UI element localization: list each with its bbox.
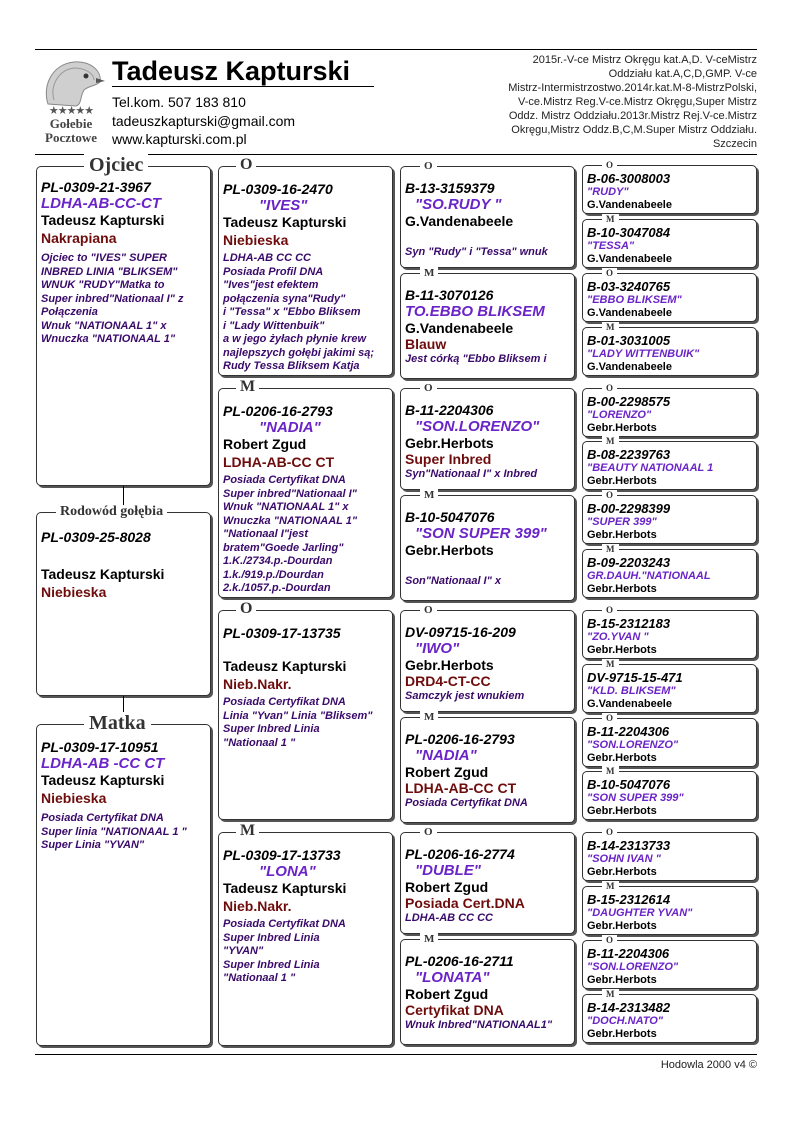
- gen4-breeder: G.Vandenabeele: [587, 199, 672, 211]
- gen3-note-line: Jest córką "Ebbo Bliksem i: [405, 353, 547, 365]
- gen3-sex-label: M: [420, 488, 438, 502]
- gen3-name: "NADIA": [415, 747, 477, 764]
- gen4-name: "DAUGHTER YVAN": [587, 907, 693, 919]
- gen4-card: [582, 940, 757, 989]
- gen2-name: "LONA": [259, 863, 316, 880]
- gen4-ring: B-06-3008003: [587, 171, 671, 186]
- gen3-notes: [405, 1019, 570, 1033]
- gen3-breeder: Robert Zgud: [405, 879, 489, 895]
- father-ring: PL-0309-21-3967: [41, 179, 151, 195]
- gen4-card: [582, 832, 757, 881]
- gen2-note-line: i "Tessa" x "Ebbo Bliksem: [223, 306, 361, 318]
- gen4-card: [582, 718, 757, 767]
- gen3-sex-label: O: [420, 603, 437, 617]
- gen3-notes: [405, 246, 570, 260]
- gen4-ring: B-15-2312183: [587, 616, 671, 631]
- father-name: LDHA-AB-CC-CT: [41, 195, 161, 212]
- gen2-note-line: 2.k./1057.p.-Dourdan: [223, 582, 331, 594]
- gen4-card: [582, 441, 757, 490]
- logo-text-line2: Pocztowe: [45, 130, 97, 145]
- gen4-breeder: Gebr.Herbots: [587, 974, 657, 986]
- achievement-line: Mistrz-Intermistrzostwo.2014r.kat.M-8-MistrzPolski,: [508, 82, 757, 94]
- gen2-note-line: Linia "Yvan" Linia "Bliksem": [223, 709, 373, 722]
- gen3-notes: [405, 353, 570, 367]
- gen3-card: [400, 388, 575, 490]
- gen2-note-line: 1.K./2734.p.-Dourdan: [223, 555, 333, 567]
- gen4-card: [582, 771, 757, 820]
- gen4-breeder: G.Vandenabeele: [587, 361, 672, 373]
- gen4-ring: B-10-5047076: [587, 777, 671, 792]
- gen4-breeder: Gebr.Herbots: [587, 529, 657, 541]
- gen2-note-line: a w jego żyłach płynie krew: [223, 333, 367, 345]
- gen4-name: "SON.LORENZO": [587, 739, 679, 751]
- gen4-card: [582, 327, 757, 376]
- gen4-sex-label: O: [602, 160, 617, 170]
- gen3-breeder: Gebr.Herbots: [405, 435, 494, 451]
- pigeon-card: [36, 512, 211, 696]
- gen2-card: [218, 832, 393, 1046]
- gen4-sex-label: O: [602, 490, 617, 500]
- mother-ring: PL-0309-17-10951: [41, 739, 159, 755]
- gen3-card: [400, 273, 575, 379]
- logo-text: [36, 117, 106, 145]
- gen2-notes: [223, 252, 388, 374]
- gen4-breeder: Gebr.Herbots: [587, 920, 657, 932]
- gen3-ring: PL-0206-16-2793: [405, 731, 515, 747]
- gen2-notes: [223, 918, 388, 986]
- achievement-line: Okręgu,Mistrz Oddz.B,C,M.Super Mistrz Oddziału.: [511, 124, 757, 136]
- gen3-card: [400, 832, 575, 934]
- gen4-sex-label: O: [602, 713, 617, 723]
- gen3-color: [405, 229, 570, 245]
- achievement-line: Oddz. Mistrz Oddziału.2013r.Mistrz Rej.V-ce.Mistrz: [508, 110, 757, 122]
- gen4-sex-label: M: [602, 322, 619, 332]
- gen3-sex-label: M: [420, 710, 438, 724]
- gen4-name: "BEAUTY NATIONAAL 1: [587, 462, 714, 474]
- gen4-sex-label: O: [602, 383, 617, 393]
- gen4-ring: B-15-2312614: [587, 892, 671, 907]
- gen4-ring: B-10-3047084: [587, 225, 671, 240]
- gen3-color: Certyfikat DNA: [405, 1002, 504, 1018]
- gen4-sex-label: M: [602, 766, 619, 776]
- gen2-sex-label: M: [236, 380, 259, 394]
- gen3-note-line: Wnuk Inbred"NATIONAAL1": [405, 1019, 553, 1031]
- gen2-note-line: Posiada Certyfikat DNA: [223, 474, 346, 486]
- gen4-breeder: G.Vandenabeele: [587, 698, 672, 710]
- mother-notes: [41, 812, 206, 853]
- gen2-breeder: Tadeusz Kapturski: [223, 880, 347, 896]
- footer-rule: [35, 1054, 757, 1055]
- gen2-note-line: bratem"Goede Jarling": [223, 541, 344, 554]
- pigeon-color: Niebieska: [41, 584, 107, 600]
- gen4-card: [582, 273, 757, 322]
- gen2-name: "NADIA": [259, 419, 321, 436]
- gen2-note-line: "Ives"jest efektem: [223, 279, 319, 291]
- mother-breeder: Tadeusz Kapturski: [41, 772, 165, 788]
- gen4-sex-label: M: [602, 214, 619, 224]
- gen3-note-line: LDHA-AB CC CC: [405, 912, 493, 924]
- footer-text: Hodowla 2000 v4 ©: [660, 1059, 757, 1071]
- gen4-breeder: Gebr.Herbots: [587, 475, 657, 487]
- gen4-breeder: Gebr.Herbots: [587, 1028, 657, 1040]
- gen3-note-line: Posiada Certyfikat DNA: [405, 797, 528, 809]
- gen2-note-line: Posiada Certyfikat DNA: [223, 696, 346, 708]
- gen4-name: "RUDY": [587, 186, 629, 198]
- mother-note-line: Posiada Certyfikat DNA: [41, 812, 164, 824]
- gen2-sex-label: O: [236, 602, 256, 616]
- gen3-color: [405, 558, 570, 574]
- gen4-card: [582, 219, 757, 268]
- gen4-breeder: Gebr.Herbots: [587, 805, 657, 817]
- gen3-color: Posiada Cert.DNA: [405, 895, 525, 911]
- gen2-notes: [223, 474, 388, 596]
- gen4-breeder: Gebr.Herbots: [587, 422, 657, 434]
- owner-website: www.kapturski.com.pl: [112, 131, 247, 147]
- father-note-line: Połączenia: [41, 306, 98, 318]
- father-note-line: Wnuk "NATIONAAL 1" x: [41, 319, 167, 332]
- gen3-sex-label: O: [420, 159, 437, 173]
- gen2-note-line: 1.k./919.p./Dourdan: [223, 568, 324, 581]
- gen2-breeder: Robert Zgud: [223, 436, 307, 452]
- gen2-color: LDHA-AB-CC CT: [223, 454, 335, 470]
- gen4-card: [582, 165, 757, 214]
- gen3-ring: PL-0206-16-2711: [405, 953, 514, 969]
- gen4-name: "LORENZO": [587, 409, 652, 421]
- gen4-ring: DV-9715-15-471: [587, 670, 683, 685]
- gen4-ring: B-09-2203243: [587, 555, 671, 570]
- gen2-note-line: Posiada Profil DNA: [223, 265, 324, 278]
- gen4-ring: B-00-2298575: [587, 394, 671, 409]
- owner-phone: Tel.kom. 507 183 810: [112, 94, 246, 110]
- gen4-name: "TESSA": [587, 240, 635, 252]
- mother-title: Matka: [84, 712, 151, 735]
- gen3-breeder: G.Vandenabeele: [405, 213, 514, 229]
- gen4-name: "SUPER 399": [587, 516, 657, 528]
- gen2-breeder: Tadeusz Kapturski: [223, 658, 347, 674]
- father-note-line: Wnuczka "NATIONAAL 1": [41, 333, 176, 345]
- gen3-color: DRD4-CT-CC: [405, 673, 491, 689]
- gen2-note-line: Super Inbred Linia: [223, 958, 320, 971]
- gen2-color: Niebieska: [223, 232, 289, 248]
- gen3-sex-label: O: [420, 825, 437, 839]
- gen3-note-line: Samczyk jest wnukiem: [405, 690, 525, 702]
- gen3-notes: [405, 690, 570, 704]
- gen2-name: "IVES": [259, 197, 308, 214]
- gen4-name: "SON.LORENZO": [587, 961, 679, 973]
- gen4-breeder: Gebr.Herbots: [587, 583, 657, 595]
- gen3-note-line: Syn"Nationaal I" x Inbred: [405, 468, 538, 480]
- gen3-sex-label: O: [420, 381, 437, 395]
- father-note-line: INBRED LINIA "BLIKSEM": [41, 265, 178, 278]
- gen4-breeder: Gebr.Herbots: [587, 644, 657, 656]
- gen3-ring: B-10-5047076: [405, 509, 495, 525]
- gen4-card: [582, 495, 757, 544]
- gen4-ring: B-11-2204306: [587, 946, 670, 961]
- gen3-card: [400, 610, 575, 712]
- gen4-card: [582, 610, 757, 659]
- gen4-ring: B-14-2313482: [587, 1000, 671, 1015]
- gen2-note-line: i "Lady Wittenbuik": [223, 319, 325, 332]
- gen4-ring: B-14-2313733: [587, 838, 671, 853]
- owner-email: tadeuszkapturski@gmail.com: [112, 113, 296, 129]
- gen4-ring: B-00-2298399: [587, 501, 671, 516]
- gen4-breeder: G.Vandenabeele: [587, 253, 672, 265]
- gen2-note-line: Posiada Certyfikat DNA: [223, 918, 346, 930]
- mother-name: LDHA-AB -CC CT: [41, 755, 165, 772]
- achievements-text: [470, 53, 757, 151]
- gen2-note-line: LDHA-AB CC CC: [223, 252, 311, 264]
- gen3-name: "SO.RUDY ": [415, 196, 502, 213]
- gen4-name: "KLD. BLIKSEM": [587, 685, 676, 697]
- gen4-card: [582, 886, 757, 935]
- gen4-name: GR.DAUH."NATIONAAL: [587, 570, 711, 582]
- gen4-ring: B-11-2204306: [587, 724, 670, 739]
- achievement-line: 2015r.-V-ce Mistrz Okręgu kat.A,D. V-ceMistrz: [532, 54, 757, 66]
- gen2-ring: PL-0206-16-2793: [223, 403, 333, 419]
- gen2-note-line: Super Inbred Linia: [223, 931, 320, 944]
- gen4-name: "LADY WITTENBUIK": [587, 348, 700, 360]
- gen4-breeder: Gebr.Herbots: [587, 752, 657, 764]
- mother-card: [36, 724, 211, 1046]
- gen2-note-line: Rudy Tessa Bliksem Katja: [223, 360, 360, 372]
- gen3-ring: DV-09715-16-209: [405, 624, 516, 640]
- gen2-ring: PL-0309-17-13733: [223, 847, 341, 863]
- gen4-name: "SON SUPER 399": [587, 792, 684, 804]
- gen3-card: [400, 166, 575, 268]
- gen3-breeder: Robert Zgud: [405, 986, 489, 1002]
- gen4-sex-label: M: [602, 544, 619, 554]
- gen2-note-line: "Nationaal I"jest: [223, 528, 309, 540]
- gen3-name: "DUBLE": [415, 862, 481, 879]
- gen3-name: "SON.LORENZO": [415, 418, 540, 435]
- gen2-note-line: najlepszych gołębi jakimi są;: [223, 346, 374, 359]
- gen4-name: "ZO.YVAN ": [587, 631, 649, 643]
- gen3-breeder: G.Vandenabeele: [405, 320, 514, 336]
- gen2-card: [218, 610, 393, 820]
- father-notes: [41, 252, 206, 347]
- gen2-note-line: Super Inbred Linia: [223, 723, 320, 735]
- gen3-color: LDHA-AB-CC CT: [405, 780, 517, 796]
- gen3-breeder: Robert Zgud: [405, 764, 489, 780]
- gen4-ring: B-08-2239763: [587, 447, 671, 462]
- owner-name: Tadeusz Kapturski: [112, 56, 351, 86]
- gen2-name: [223, 641, 388, 658]
- gen4-breeder: Gebr.Herbots: [587, 866, 657, 878]
- mother-note-line: Super linia "NATIONAAL 1 ": [41, 825, 187, 838]
- gen4-sex-label: O: [602, 268, 617, 278]
- gen4-breeder: G.Vandenabeele: [587, 307, 672, 319]
- gen4-sex-label: O: [602, 935, 617, 945]
- gen2-note-line: Wnuk "NATIONAAL 1" x: [223, 501, 349, 513]
- gen4-sex-label: M: [602, 659, 619, 669]
- gen3-name: "LONATA": [415, 969, 490, 986]
- gen4-sex-label: M: [602, 881, 619, 891]
- pedigree-title: Rodowód gołębia: [56, 505, 167, 519]
- achievement-line: V-ce.Mistrz Reg.V-ce.Mistrz Okręgu,Super Mistrz: [518, 96, 757, 108]
- gen2-notes: [223, 696, 388, 750]
- gen3-card: [400, 495, 575, 601]
- gen4-name: "EBBO BLIKSEM": [587, 294, 682, 306]
- gen3-note-line: Syn "Rudy" i "Tessa" wnuk: [405, 246, 548, 258]
- father-note-line: WNUK "RUDY"Matka to: [41, 279, 165, 291]
- gen3-color: Super Inbred: [405, 451, 492, 467]
- gen2-note-line: "Nationaal 1 ": [223, 972, 296, 984]
- gen3-card: [400, 939, 575, 1045]
- gen2-note-line: połączenia syna"Rudy": [223, 292, 346, 305]
- father-breeder: Tadeusz Kapturski: [41, 212, 165, 228]
- gen3-ring: B-11-3070126: [405, 287, 494, 303]
- gen3-note-line: Son"Nationaal I" x: [405, 575, 502, 587]
- pigeon-breeder: Tadeusz Kapturski: [41, 566, 165, 582]
- gen4-ring: B-01-3031005: [587, 333, 671, 348]
- gen2-ring: PL-0309-17-13735: [223, 625, 341, 641]
- gen3-notes: [405, 912, 570, 926]
- pigeon-ring: PL-0309-25-8028: [41, 529, 151, 545]
- gen4-sex-label: M: [602, 989, 619, 999]
- gen2-sex-label: O: [236, 158, 256, 172]
- gen4-sex-label: O: [602, 827, 617, 837]
- gen4-card: [582, 994, 757, 1043]
- gen4-name: "DOCH.NATO": [587, 1015, 664, 1027]
- gen4-name: "SOHN IVAN ": [587, 853, 661, 865]
- gen3-breeder: Gebr.Herbots: [405, 542, 494, 558]
- gen2-card: [218, 166, 393, 376]
- father-card: [36, 166, 211, 486]
- father-color: Nakrapiana: [41, 230, 117, 246]
- gen3-ring: PL-0206-16-2774: [405, 846, 515, 862]
- logo-stars: ★★★★★: [48, 105, 94, 117]
- gen2-ring: PL-0309-16-2470: [223, 181, 333, 197]
- gen2-note-line: Super inbred"Nationaal I": [223, 487, 357, 500]
- gen3-name: TO.EBBO BLIKSEM: [405, 303, 545, 320]
- gen4-card: [582, 664, 757, 713]
- father-title: Ojciec: [84, 154, 148, 177]
- gen2-breeder: Tadeusz Kapturski: [223, 214, 347, 230]
- top-rule: [35, 49, 757, 50]
- gen3-color: Blauw: [405, 336, 447, 352]
- mother-note-line: Super Linia "YVAN": [41, 839, 145, 851]
- gen2-note-line: "YVAN": [223, 945, 264, 957]
- gen3-name: "IWO": [415, 640, 460, 657]
- gen2-color: Nieb.Nakr.: [223, 898, 292, 914]
- mother-color: Niebieska: [41, 790, 107, 806]
- gen3-sex-label: M: [420, 266, 438, 280]
- father-note-line: Super inbred"Nationaal I" z: [41, 292, 184, 305]
- gen4-sex-label: M: [602, 436, 619, 446]
- gen2-card: [218, 388, 393, 598]
- gen4-sex-label: O: [602, 605, 617, 615]
- gen3-notes: [405, 797, 570, 811]
- gen4-card: [582, 388, 757, 437]
- gen3-breeder: Gebr.Herbots: [405, 657, 494, 673]
- gen3-ring: B-13-3159379: [405, 180, 495, 196]
- gen4-card: [582, 549, 757, 598]
- gen4-ring: B-03-3240765: [587, 279, 671, 294]
- gen2-sex-label: M: [236, 824, 259, 838]
- father-note-line: Ojciec to "IVES" SUPER: [41, 252, 167, 264]
- gen3-ring: B-11-2204306: [405, 402, 494, 418]
- achievement-line: Oddziału kat.A,C,D,GMP. V-ce: [608, 68, 757, 80]
- achievement-line: Szczecin: [712, 138, 757, 150]
- logo-text-line1: Gołebie: [49, 116, 93, 131]
- gen3-sex-label: M: [420, 932, 438, 946]
- gen3-card: [400, 717, 575, 823]
- gen3-name: "SON SUPER 399": [415, 525, 547, 542]
- gen2-note-line: Wnuczka "NATIONAAL 1": [223, 514, 358, 527]
- owner-underline: [112, 86, 374, 87]
- gen3-notes: [405, 468, 570, 482]
- gen2-note-line: "Nationaal 1 ": [223, 736, 296, 749]
- gen3-notes: [405, 575, 570, 589]
- gen2-color: Nieb.Nakr.: [223, 676, 292, 692]
